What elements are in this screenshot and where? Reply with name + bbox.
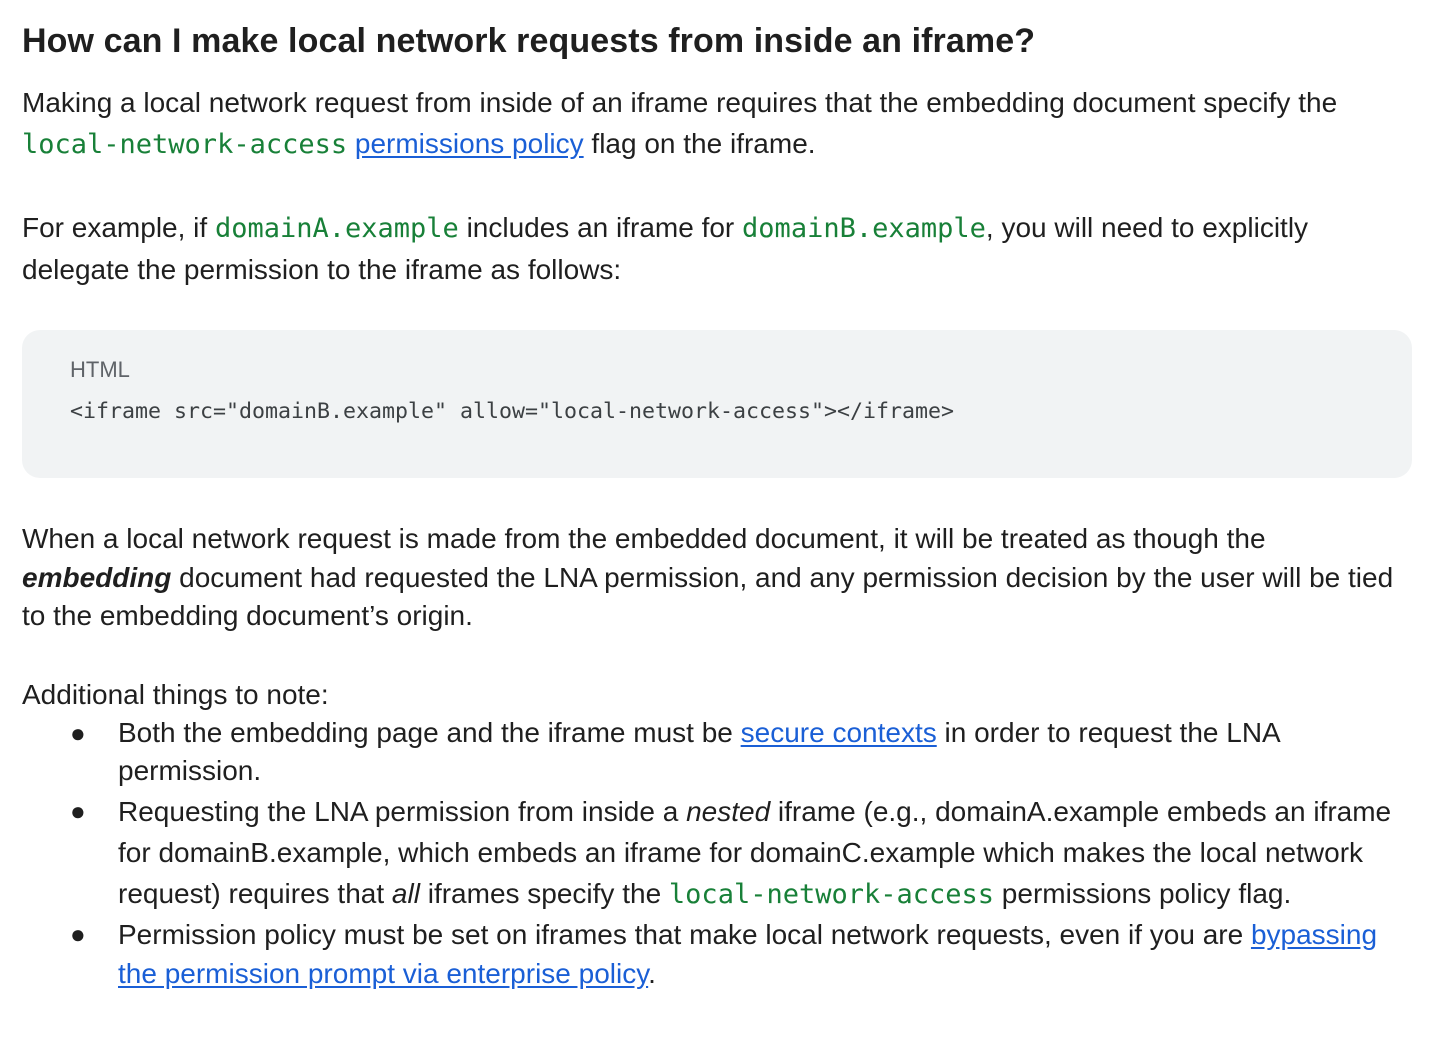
example-text: For example, if bbox=[22, 212, 215, 243]
intro-text-end: flag on the iframe. bbox=[583, 128, 816, 159]
bullet-icon: ● bbox=[70, 918, 86, 949]
bullet-icon: ● bbox=[70, 795, 86, 826]
note-text-end: permissions policy flag. bbox=[994, 877, 1292, 909]
nested-emphasis: nested bbox=[686, 795, 771, 827]
enterprise-policy-link[interactable]: bypassing the permission prompt via enterprise policy bbox=[118, 918, 1378, 989]
embedding-text-end: document had requested the LNA permission, and any permission decision by the user will be tied to the embedding document’s origin. bbox=[22, 561, 1394, 631]
code-block bbox=[22, 330, 1412, 478]
list-item bbox=[22, 791, 1412, 915]
example-paragraph bbox=[22, 207, 1412, 290]
inline-code-local-network-access: local-network-access bbox=[22, 129, 348, 160]
notes-intro: Additional things to note: bbox=[22, 678, 329, 710]
note-text: Both the embedding page and the iframe must be bbox=[118, 716, 741, 748]
section-heading: How can I make local network requests from inside an iframe? bbox=[22, 22, 1036, 60]
note-text-end: in order to request the LNA permission. bbox=[118, 716, 1280, 786]
list-item bbox=[22, 915, 1412, 993]
embedding-text: When a local network request is made from the embedded document, it will be treated as though the bbox=[22, 523, 1266, 554]
example-text-end: , you will need to explicitly delegate the permission to the iframe as follows: bbox=[22, 212, 1309, 285]
embedding-emphasis: embedding bbox=[22, 561, 172, 593]
embedding-paragraph bbox=[22, 520, 1412, 636]
code-language-label: HTML bbox=[70, 357, 130, 382]
inline-code-domain-a: domainA.example bbox=[214, 213, 459, 244]
article bbox=[22, 18, 1412, 993]
code-snippet[interactable]: <iframe src="domainB.example" allow="local-network-access"></iframe> bbox=[70, 399, 955, 424]
example-text-mid: includes an iframe for bbox=[458, 212, 743, 243]
note-text: Requesting the LNA permission from inside a bbox=[118, 795, 687, 827]
intro-paragraph bbox=[22, 82, 1412, 165]
intro-text: Making a local network request from inside of an iframe requires that the embedding document specify the bbox=[22, 87, 1338, 118]
inline-code-local-network-access: local-network-access bbox=[668, 878, 995, 910]
notes-list bbox=[22, 714, 1412, 993]
inline-code-domain-b: domainB.example bbox=[742, 213, 986, 244]
note-text-mid: iframe (e.g., domainA.example embeds an iframe for domainB.example, which embeds an iframe for domainC.example which makes the local network request) requires that bbox=[118, 795, 1392, 909]
note-text-mid-2: iframes specify the bbox=[419, 877, 669, 909]
list-item bbox=[22, 714, 1412, 791]
all-emphasis: all bbox=[391, 877, 420, 909]
secure-contexts-link[interactable]: secure contexts bbox=[740, 716, 937, 748]
permissions-policy-link[interactable]: permissions policy bbox=[354, 128, 584, 159]
bullet-icon: ● bbox=[70, 717, 86, 748]
note-text: Permission policy must be set on iframes that make local network requests, even if you are bbox=[118, 918, 1251, 950]
note-text-end: . bbox=[648, 957, 656, 989]
